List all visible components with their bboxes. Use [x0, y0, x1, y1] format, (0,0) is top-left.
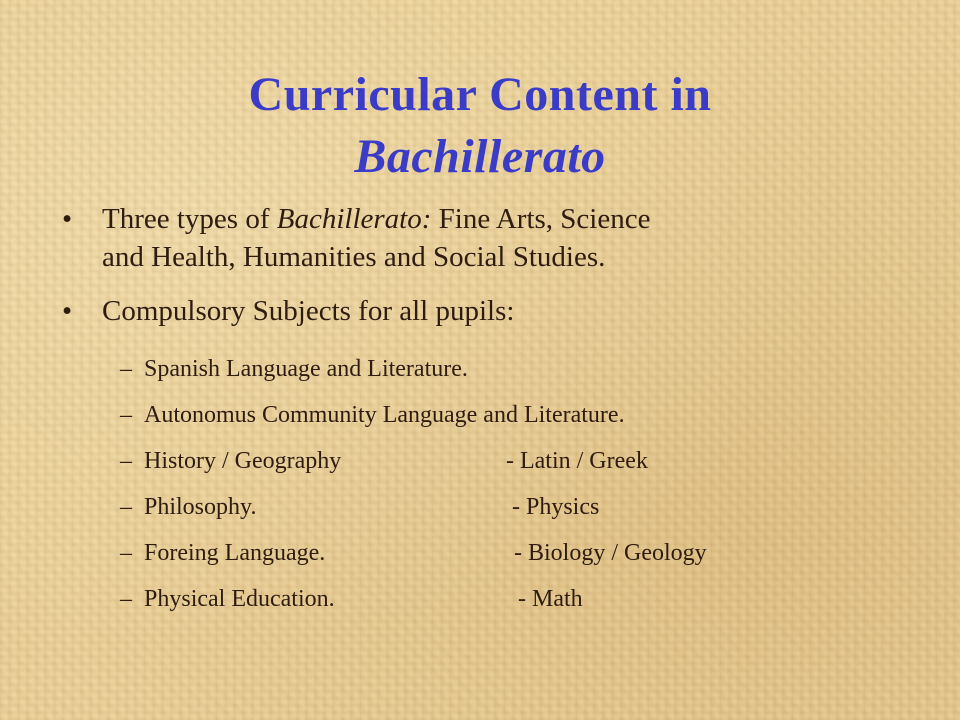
dash-icon: – — [120, 402, 132, 428]
title-line-1: Curricular Content in — [248, 68, 712, 121]
dash-icon: – — [120, 494, 132, 520]
subject-left: History / Geography — [144, 448, 342, 474]
title-line-2: Bachillerato — [354, 130, 606, 183]
subject-left: Physical Education. — [144, 586, 335, 612]
subject-item — [62, 392, 922, 438]
subject-item — [62, 438, 922, 484]
bullet-suffix: Fine Arts, Science — [431, 203, 651, 235]
bullet-line-2: and Health, Humanities and Social Studies. — [102, 241, 606, 273]
subject-item — [62, 530, 922, 576]
bullet-emphasis: Bachillerato: — [276, 203, 432, 235]
subject-left: Philosophy. — [144, 494, 257, 520]
subject-left: Autonomus Community Language and Literature. — [144, 402, 625, 428]
slide-title — [0, 64, 960, 188]
dash-icon: – — [120, 540, 132, 566]
subject-right: - Math — [518, 586, 583, 612]
subject-right: - Latin / Greek — [506, 448, 648, 474]
subject-item — [62, 346, 922, 392]
subject-left: Foreing Language. — [144, 540, 326, 566]
dash-icon: – — [120, 448, 132, 474]
bullet-text: Compulsory Subjects for all pupils: — [102, 295, 515, 327]
slide-content — [62, 200, 922, 622]
bullet-line-1 — [102, 200, 922, 238]
dash-icon: – — [120, 586, 132, 612]
subject-item — [62, 576, 922, 622]
dash-icon: – — [120, 356, 132, 382]
subject-item — [62, 484, 922, 530]
subject-right: - Physics — [512, 494, 600, 520]
bullet-prefix: Three types of — [102, 203, 277, 235]
subject-left: Spanish Language and Literature. — [144, 356, 468, 382]
bullet-bachillerato-types — [62, 200, 922, 276]
subject-right: - Biology / Geology — [514, 540, 707, 566]
bullet-icon: • — [62, 295, 73, 327]
bullet-compulsory-subjects — [62, 292, 922, 330]
bullet-icon: • — [62, 203, 73, 235]
